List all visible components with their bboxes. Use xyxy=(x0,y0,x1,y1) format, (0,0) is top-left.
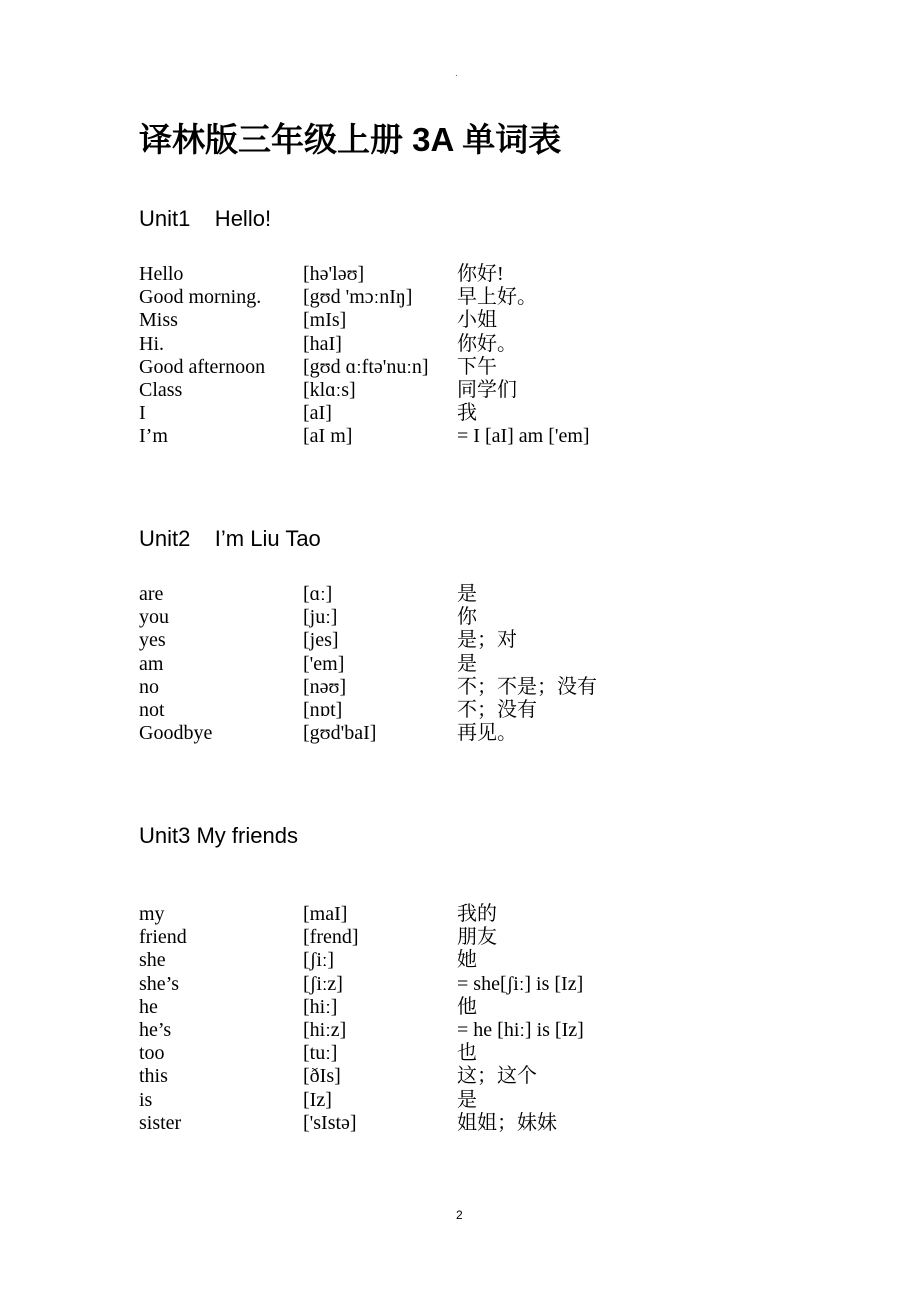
meaning: 他 xyxy=(457,995,477,1018)
word-row xyxy=(139,379,757,402)
unit-heading: Unit2 I’m Liu Tao xyxy=(139,526,321,551)
word: Good afternoon xyxy=(139,355,266,378)
meaning: 她 xyxy=(457,949,477,972)
phonetic: [ðIs] xyxy=(303,1065,341,1088)
meaning: = he [hiː] is [Iz] xyxy=(457,1018,584,1041)
word-row xyxy=(139,333,757,356)
word-row xyxy=(139,1089,757,1112)
phonetic: [maI] xyxy=(303,903,348,925)
word-row xyxy=(139,583,757,606)
word: this xyxy=(139,1065,168,1088)
meaning: 我的 xyxy=(457,903,497,925)
unit-heading: Unit1 Hello! xyxy=(139,206,272,231)
word: sister xyxy=(139,1111,182,1134)
phonetic: ['sIstə] xyxy=(303,1111,357,1134)
word-list xyxy=(139,583,757,745)
unit-1-section xyxy=(139,204,779,448)
word-row xyxy=(139,903,757,926)
word-row xyxy=(139,676,757,699)
meaning: = she[ʃiː] is [Iz] xyxy=(457,972,584,995)
word-row xyxy=(139,996,757,1019)
meaning: 这；这个 xyxy=(457,1065,537,1088)
phonetic: [aI m] xyxy=(303,425,353,448)
phonetic: [ʃiː] xyxy=(303,949,335,972)
phonetic: [hiːz] xyxy=(303,1018,347,1041)
word-row xyxy=(139,356,757,379)
meaning: 也 xyxy=(457,1042,477,1065)
word: Goodbye xyxy=(139,722,213,745)
unit-2-section xyxy=(139,524,779,745)
word-row xyxy=(139,1065,757,1088)
page-title: 译林版三年级上册 3A 单词表 xyxy=(139,121,562,158)
phonetic: [nəʊ] xyxy=(303,675,347,698)
word: no xyxy=(139,675,159,698)
meaning: 你好! xyxy=(457,263,504,285)
meaning: 小姐 xyxy=(457,309,497,332)
word: Miss xyxy=(139,309,178,332)
meaning: 我 xyxy=(457,402,477,425)
meaning: 是 xyxy=(457,1088,477,1111)
word-row xyxy=(139,722,757,745)
phonetic: [juː] xyxy=(303,606,338,629)
word-row xyxy=(139,263,757,286)
phonetic: [jes] xyxy=(303,629,339,652)
meaning: 再见。 xyxy=(457,722,517,745)
word: he xyxy=(139,995,158,1018)
meaning: = I [aI] am ['em] xyxy=(457,425,590,448)
word: is xyxy=(139,1088,153,1111)
word: Hello xyxy=(139,263,184,285)
phonetic: [hiː] xyxy=(303,995,338,1018)
phonetic: ['em] xyxy=(303,652,345,675)
word-list xyxy=(139,263,757,449)
word-list xyxy=(139,903,757,1135)
word-row xyxy=(139,286,757,309)
phonetic: [gʊd'baI] xyxy=(303,722,377,745)
word-row xyxy=(139,1112,757,1135)
word: too xyxy=(139,1042,165,1065)
word: she’s xyxy=(139,972,179,995)
word-row xyxy=(139,973,757,996)
word: he’s xyxy=(139,1018,172,1041)
meaning: 不；不是；没有 xyxy=(457,675,597,698)
phonetic: [tuː] xyxy=(303,1042,338,1065)
phonetic: [haI] xyxy=(303,332,342,355)
phonetic: [aI] xyxy=(303,402,332,425)
phonetic: [gʊd 'mɔːnIŋ] xyxy=(303,286,413,309)
meaning: 你好。 xyxy=(457,332,517,355)
word: are xyxy=(139,583,164,605)
page-number: 2 xyxy=(456,1208,463,1222)
phonetic: [Iz] xyxy=(303,1088,332,1111)
word-row xyxy=(139,309,757,332)
word-row xyxy=(139,926,757,949)
word: you xyxy=(139,606,169,629)
meaning: 是 xyxy=(457,652,477,675)
word: I’m xyxy=(139,425,168,448)
meaning: 你 xyxy=(457,606,477,629)
phonetic: [gʊd ɑːftə'nuːn] xyxy=(303,355,429,378)
word-row xyxy=(139,629,757,652)
word-row xyxy=(139,1019,757,1042)
phonetic: [hə'ləʊ] xyxy=(303,263,365,285)
meaning: 是 xyxy=(457,583,477,605)
meaning: 朋友 xyxy=(457,926,497,949)
phonetic: [frend] xyxy=(303,926,359,949)
word: Class xyxy=(139,378,183,401)
phonetic: [klɑːs] xyxy=(303,378,356,401)
unit-3-section xyxy=(139,821,779,1134)
meaning: 下午 xyxy=(457,355,497,378)
word-row xyxy=(139,1042,757,1065)
meaning: 姐姐；妹妹 xyxy=(457,1111,557,1134)
header-dot: . xyxy=(455,68,458,79)
word: not xyxy=(139,698,165,721)
word: I xyxy=(139,402,146,425)
meaning: 是；对 xyxy=(457,629,517,652)
word-row xyxy=(139,699,757,722)
word-row xyxy=(139,402,757,425)
phonetic: [ɑː] xyxy=(303,583,333,605)
word: Good morning. xyxy=(139,286,262,309)
word: yes xyxy=(139,629,166,652)
word: my xyxy=(139,903,165,925)
word: am xyxy=(139,652,164,675)
meaning: 同学们 xyxy=(457,378,517,401)
phonetic: [mIs] xyxy=(303,309,347,332)
unit-heading: Unit3 My friends xyxy=(139,823,298,848)
word: Hi. xyxy=(139,332,164,355)
word: she xyxy=(139,949,166,972)
word: friend xyxy=(139,926,187,949)
meaning: 早上好。 xyxy=(457,286,537,309)
word-row xyxy=(139,606,757,629)
meaning: 不；没有 xyxy=(457,698,537,721)
word-row xyxy=(139,949,757,972)
phonetic: [ʃiːz] xyxy=(303,972,343,995)
phonetic: [nɒt] xyxy=(303,698,343,721)
word-row xyxy=(139,653,757,676)
word-row xyxy=(139,425,757,448)
